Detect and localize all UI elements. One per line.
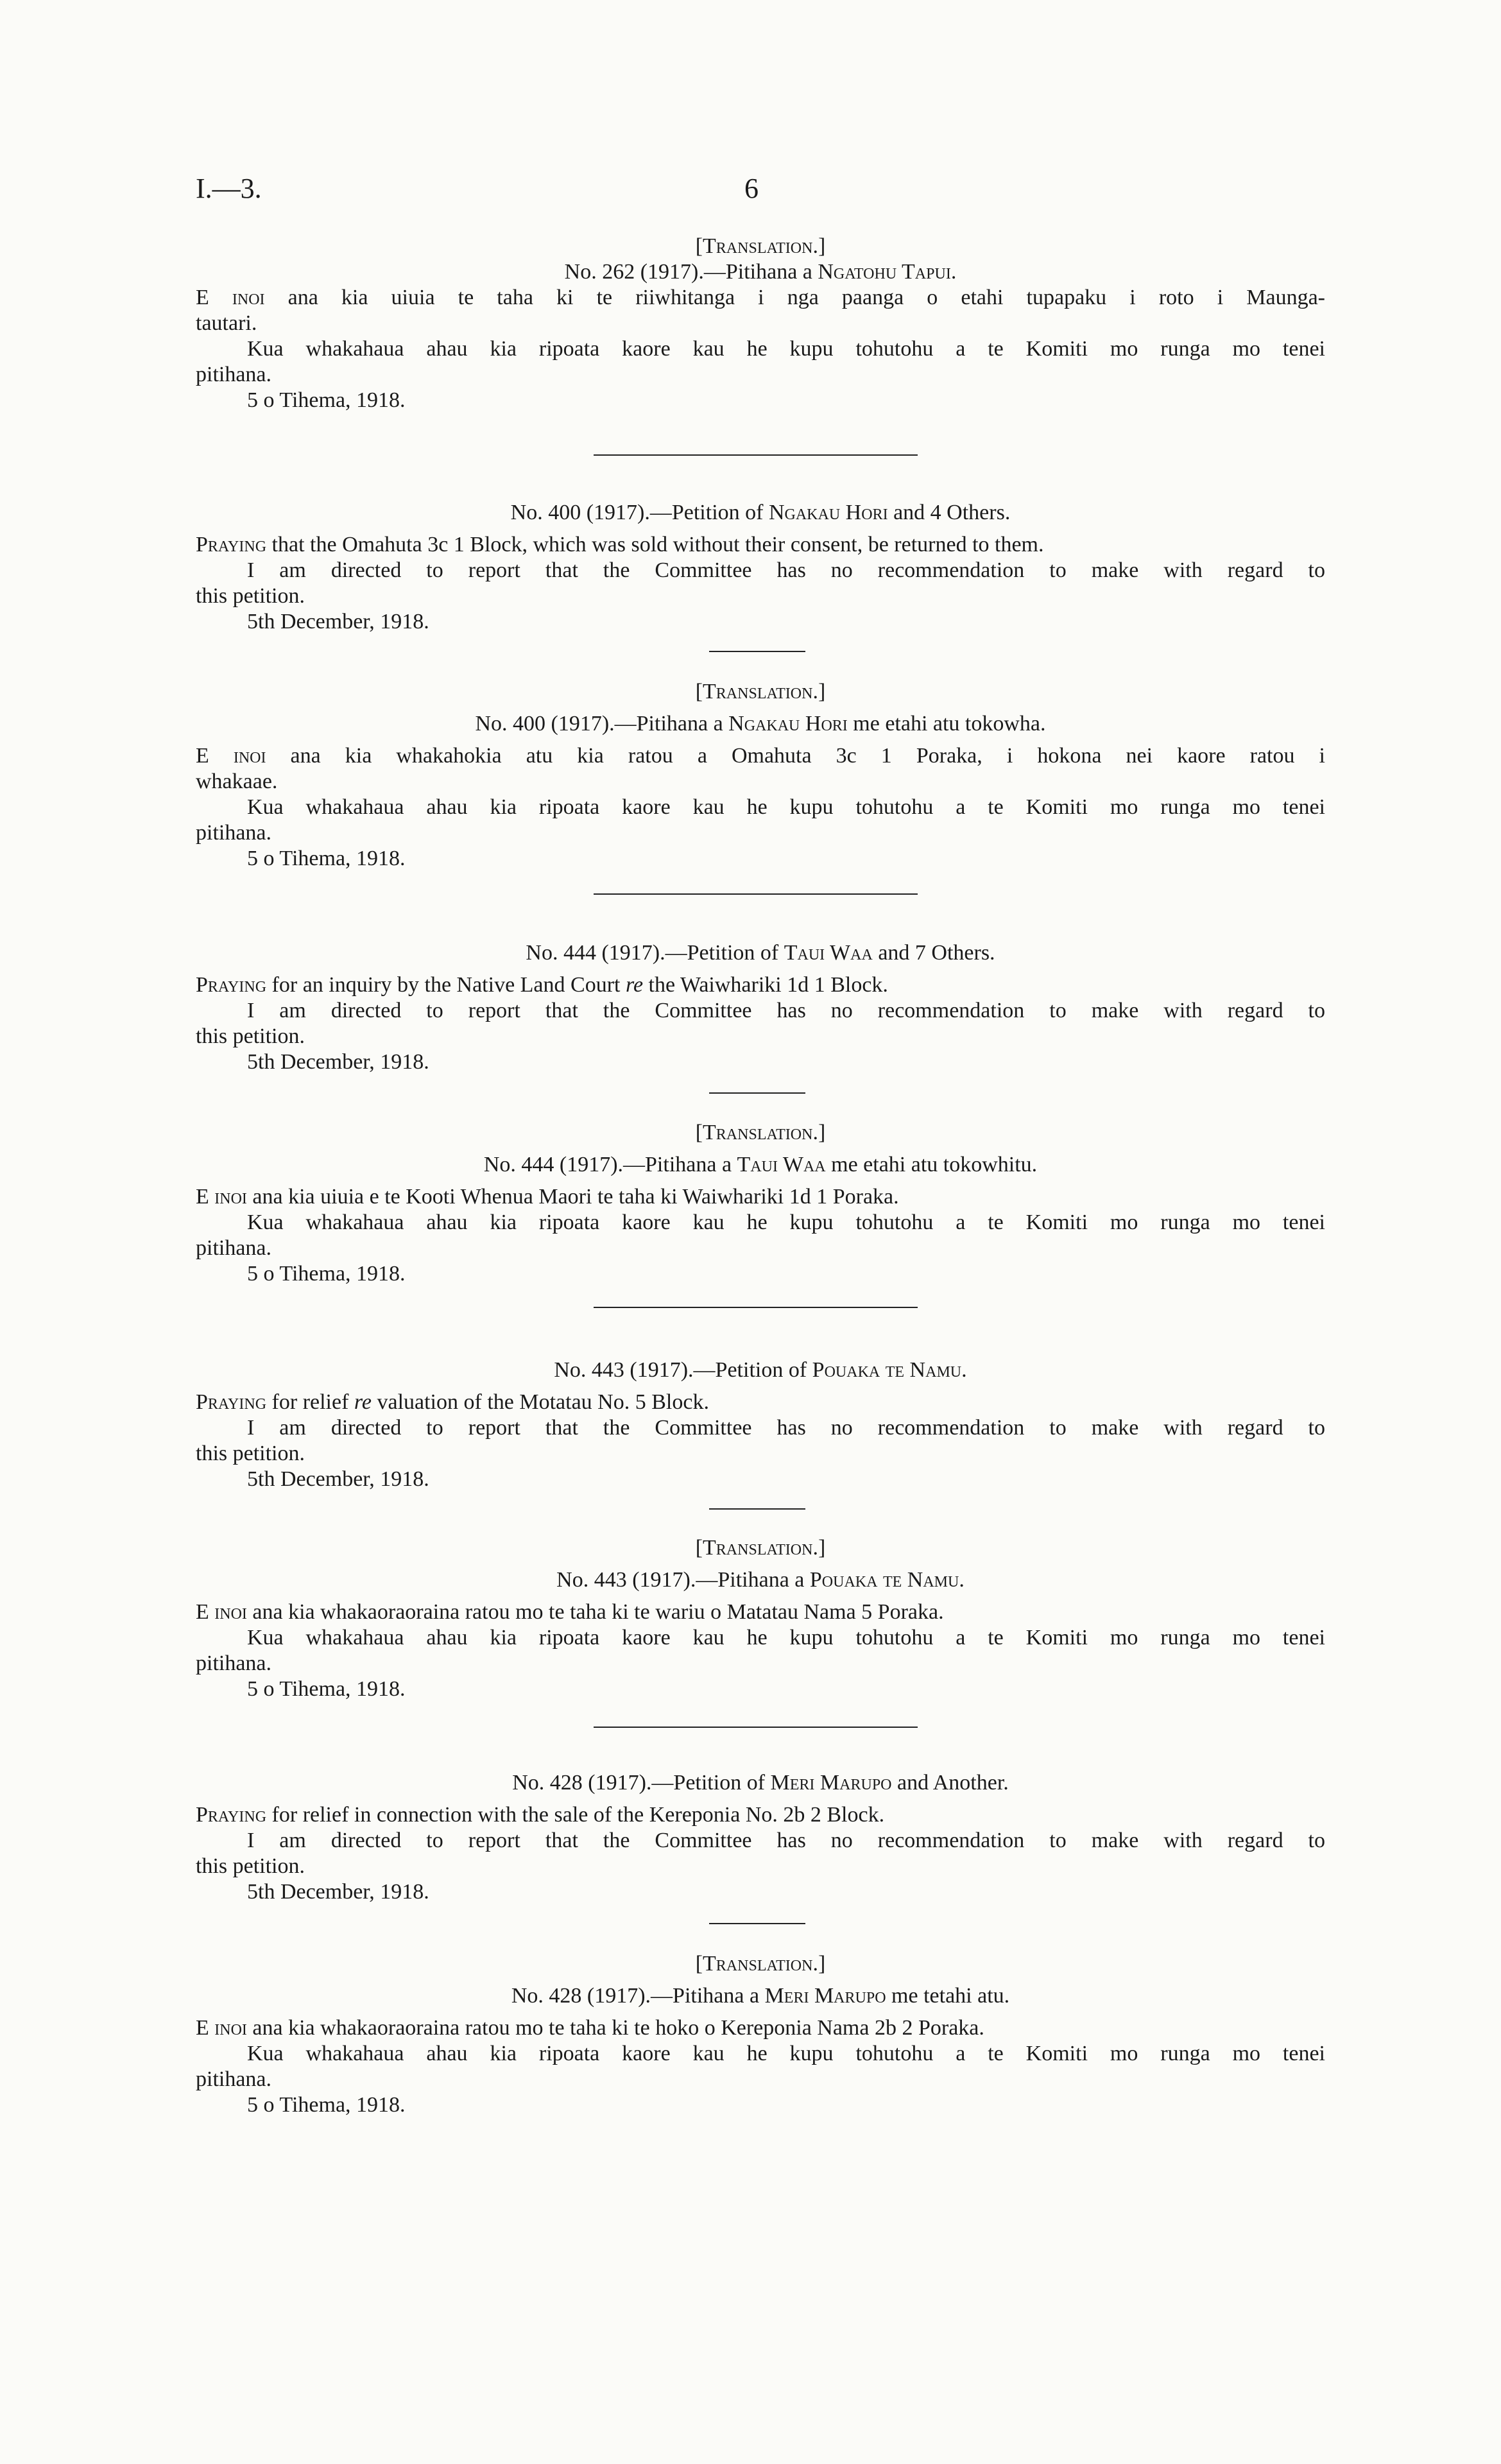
- page-header: [196, 172, 1325, 211]
- report-text-line: this petition.: [196, 1854, 305, 1878]
- report-text-line: pitihana.: [196, 1651, 272, 1675]
- report-date: 5 o Tihema, 1918.: [247, 847, 406, 870]
- petition-text-line: tautari.: [196, 311, 257, 335]
- report-text-line: this petition.: [196, 584, 305, 608]
- document-page: [196, 0, 1325, 2464]
- prayer-text-line: Praying that the Omahuta 3c 1 Block, which was sold without their consent, be returned to them.: [196, 533, 1044, 556]
- translation-heading: [Translation.]: [695, 234, 826, 258]
- report-text-line: I am directed to report that the Committee has no recommendation to make with regard to: [247, 1829, 1325, 1852]
- petitioner-name: Ngakau Hori: [768, 501, 888, 524]
- report-date: 5 o Tihema, 1918.: [247, 1262, 406, 1286]
- petition-text-line: E inoi ana kia whakaoraoraina ratou mo te taha ki te hoko o Kereponia Nama 2b 2 Poraka.: [196, 2016, 984, 2040]
- petition-title: No. 262 (1917).—Pitihana a Ngatohu Tapui.: [564, 260, 957, 284]
- report-date: 5 o Tihema, 1918.: [247, 1677, 406, 1701]
- petition-title: No. 444 (1917).—Pitihana a Taui Waa me etahi atu tokowhitu.: [483, 1153, 1038, 1176]
- petition-text-line: whakaae.: [196, 770, 278, 793]
- report-text-line: Kua whakahaua ahau kia ripoata kaore kau he kupu tohutohu a te Komiti mo runga mo tenei: [247, 795, 1325, 819]
- petition-title: No. 400 (1917).—Pitihana a Ngakau Hori me etahi atu tokowha.: [475, 712, 1046, 736]
- prayer-text-line: Praying for an inquiry by the Native Land Court re the Waiwhariki 1d 1 Block.: [196, 973, 888, 997]
- section-divider: [594, 454, 918, 456]
- petition-title: No. 443 (1917).—Pitihana a Pouaka te Namu.: [556, 1568, 965, 1592]
- document-reference: I.—3.: [196, 173, 262, 204]
- section-divider: [594, 1307, 918, 1308]
- report-text-line: pitihana.: [196, 2067, 272, 2091]
- petitioner-name: Meri Marupo: [764, 1984, 886, 2008]
- section-divider-short: [709, 651, 805, 652]
- petition-title: No. 428 (1917).—Petition of Meri Marupo and Another.: [512, 1771, 1009, 1795]
- petitioner-name: Pouaka te Namu.: [809, 1568, 965, 1592]
- section-divider: [594, 893, 918, 895]
- petition-text-line: E inoi ana kia uiuia te taha ki te riiwhitanga i nga paanga o etahi tupapaku i roto i Maunga-: [196, 286, 1325, 309]
- translation-heading: [Translation.]: [695, 680, 826, 703]
- section-divider-short: [709, 1923, 805, 1924]
- report-date: 5 o Tihema, 1918.: [247, 2093, 406, 2117]
- section-divider-short: [709, 1508, 805, 1510]
- section-divider-short: [709, 1092, 805, 1094]
- report-text-line: Kua whakahaua ahau kia ripoata kaore kau he kupu tohutohu a te Komiti mo runga mo tenei: [247, 1210, 1325, 1234]
- page-number: 6: [744, 173, 759, 204]
- petitioner-name: Meri Marupo: [770, 1771, 892, 1795]
- report-date: 5th December, 1918.: [247, 1467, 429, 1491]
- petition-title: No. 428 (1917).—Pitihana a Meri Marupo me tetahi atu.: [511, 1984, 1010, 2008]
- petition-title: No. 444 (1917).—Petition of Taui Waa and 7 Others.: [526, 941, 995, 965]
- prayer-text-line: Praying for relief in connection with the sale of the Kereponia No. 2b 2 Block.: [196, 1803, 885, 1827]
- petitioner-name: Ngatohu Tapui.: [818, 260, 957, 284]
- section-divider: [594, 1727, 918, 1728]
- report-date: 5 o Tihema, 1918.: [247, 388, 406, 412]
- report-date: 5th December, 1918.: [247, 1880, 429, 1904]
- petition-title: No. 443 (1917).—Petition of Pouaka te Namu.: [554, 1358, 967, 1382]
- report-text-line: pitihana.: [196, 821, 272, 845]
- translation-heading: [Translation.]: [695, 1952, 826, 1976]
- petition-text-line: E inoi ana kia whakahokia atu kia ratou a Omahuta 3c 1 Poraka, i hokona nei kaore ratou i: [196, 744, 1326, 768]
- translation-heading: [Translation.]: [695, 1536, 826, 1560]
- report-text-line: Kua whakahaua ahau kia ripoata kaore kau he kupu tohutohu a te Komiti mo runga mo tenei: [247, 1626, 1325, 1650]
- report-date: 5th December, 1918.: [247, 1050, 429, 1074]
- petitioner-name: Taui Waa: [737, 1153, 826, 1176]
- report-date: 5th December, 1918.: [247, 610, 429, 633]
- petition-title: No. 400 (1917).—Petition of Ngakau Hori and 4 Others.: [510, 501, 1011, 524]
- petitioner-name: Ngakau Hori: [728, 712, 848, 736]
- report-text-line: pitihana.: [196, 1236, 272, 1260]
- petitioner-name: Taui Waa: [784, 941, 873, 965]
- report-text-line: this petition.: [196, 1442, 305, 1465]
- report-text-line: Kua whakahaua ahau kia ripoata kaore kau he kupu tohutohu a te Komiti mo runga mo tenei: [247, 2042, 1325, 2065]
- report-text-line: pitihana.: [196, 363, 272, 386]
- petition-text-line: E inoi ana kia whakaoraoraina ratou mo te taha ki te wariu o Matatau Nama 5 Poraka.: [196, 1600, 944, 1624]
- report-text-line: I am directed to report that the Committee has no recommendation to make with regard to: [247, 558, 1325, 582]
- report-text-line: Kua whakahaua ahau kia ripoata kaore kau he kupu tohutohu a te Komiti mo runga mo tenei: [247, 337, 1325, 361]
- report-text-line: I am directed to report that the Committee has no recommendation to make with regard to: [247, 1416, 1325, 1440]
- translation-heading: [Translation.]: [695, 1121, 826, 1144]
- petitioner-name: Pouaka te Namu.: [812, 1358, 967, 1382]
- prayer-text-line: Praying for relief re valuation of the Motatau No. 5 Block.: [196, 1390, 709, 1414]
- report-text-line: this petition.: [196, 1024, 305, 1048]
- report-text-line: I am directed to report that the Committee has no recommendation to make with regard to: [247, 999, 1325, 1022]
- petition-text-line: E inoi ana kia uiuia e te Kooti Whenua Maori te taha ki Waiwhariki 1d 1 Poraka.: [196, 1185, 899, 1209]
